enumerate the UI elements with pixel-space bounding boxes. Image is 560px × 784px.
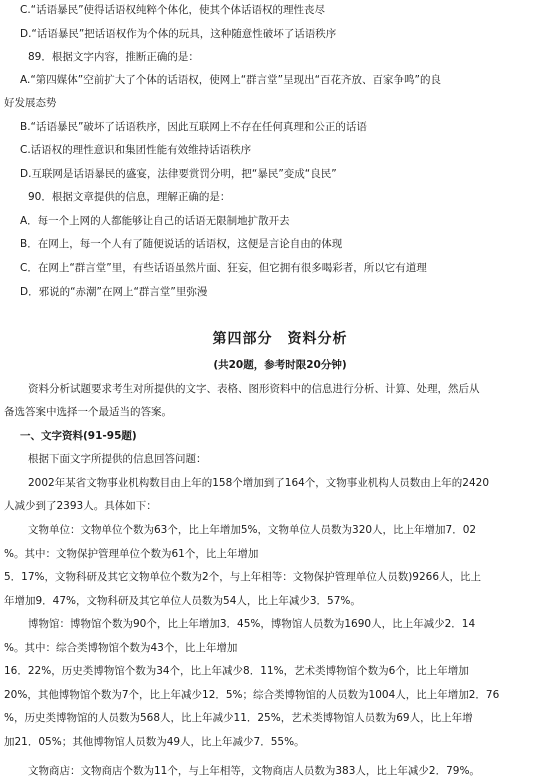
passage-line: 16．22%，历史类博物馆个数为34个，比上年减少8．11%，艺术类博物馆个数为6个，比上年增加 [4,665,469,677]
option-a-89-cont: 好发展态势 [4,97,57,109]
passage-line: 年增加9．47%，文物科研及其它单位人员数为54人，比上年减少3．57%。 [4,595,361,607]
passage-line: %。其中：综合类博物馆个数为43个，比上年增加 [4,642,238,654]
option-d-90: D．邪说的“赤潮”在网上“群言堂”里弥漫 [20,286,208,298]
passage-line: 文物单位：文物单位个数为63个，比上年增加5%，文物单位人员数为320人，比上年增加7．02 [28,524,477,536]
option-d-88: D.“话语暴民”把话语权作为个体的玩具，这种随意性破坏了话语秩序 [20,28,337,40]
passage-line: 5．17%，文物科研及其它文物单位个数为2个，与上年相等：文物保护管理单位人员数)9266人，比上 [4,571,482,583]
intro-line-2: 备选答案中选择一个最适当的答案。 [4,406,172,418]
question-90: 90．根据文章提供的信息，理解正确的是： [28,191,231,203]
passage-line: 加21．05%；其他博物馆人员数为49人，比上年减少7．55%。 [4,736,305,748]
prompt-line: 根据下面文字所提供的信息回答问题： [28,453,207,465]
section-subtitle: (共20题，参考时限20分钟) [213,359,347,371]
option-c-89: C.话语权的理性意识和集团性能有效维持话语秩序 [20,144,252,156]
option-c-88: C.“话语暴民”使得话语权纯粹个体化，使其个体话语权的理性丧尽 [20,4,326,16]
intro-line-1: 资料分析试题要求考生对所提供的文字、表格、图形资料中的信息进行分析、计算、处理，然后从 [28,383,480,395]
option-b-90: B．在网上，每一个人有了随便说话的话语权，这便是言论自由的体现 [20,238,343,250]
section-title: 第四部分 资料分析 [212,331,348,347]
option-a-90: A．每一个上网的人都能够让自己的话语无限制地扩散开去 [20,215,290,227]
option-d-89: D.互联网是话语暴民的盛宴，法律要赏罚分明，把“暴民”变成“良民” [20,168,337,180]
subsection-heading: 一、文字资料(91-95题) [20,430,137,442]
passage-line: 2002年某省文物事业机构数目由上年的158个增加到了164个，文物事业机构人员数由上年的2420 [28,477,490,489]
passage-line: 20%，其他博物馆个数为7个，比上年减少12．5%；综合类博物馆的人员数为1004人，比上年增加2．76 [4,689,500,701]
question-89: 89．根据文字内容，推断正确的是： [28,51,199,63]
passage-line: 人减少到了2393人。具体如下： [4,500,157,512]
passage-line: 博物馆：博物馆个数为90个，比上年增加3．45%，博物馆人员数为1690人，比上年减少2．14 [28,618,476,630]
passage-line: 文物商店：文物商店个数为11个，与上年相等，文物商店人员数为383人，比上年减少2．79%。 [28,765,480,777]
option-b-89: B.“话语暴民”破坏了话语秩序，因此互联网上不存在任何真理和公正的话语 [20,121,367,133]
passage-line: %，历史类博物馆的人员数为568人，比上年减少11．25%，艺术类博物馆人员数为69人，比上年增 [4,712,473,724]
option-a-89: A.“第四媒体”空前扩大了个体的话语权，使网上“群言堂”呈现出“百花齐放、百家争鸣”的良 [20,74,441,86]
option-c-90: C．在网上“群言堂”里，有些话语虽然片面、狂妄，但它拥有很多喝彩者，所以它有道理 [20,262,427,274]
passage-line: %。其中：文物保护管理单位个数为61个，比上年增加 [4,548,259,560]
